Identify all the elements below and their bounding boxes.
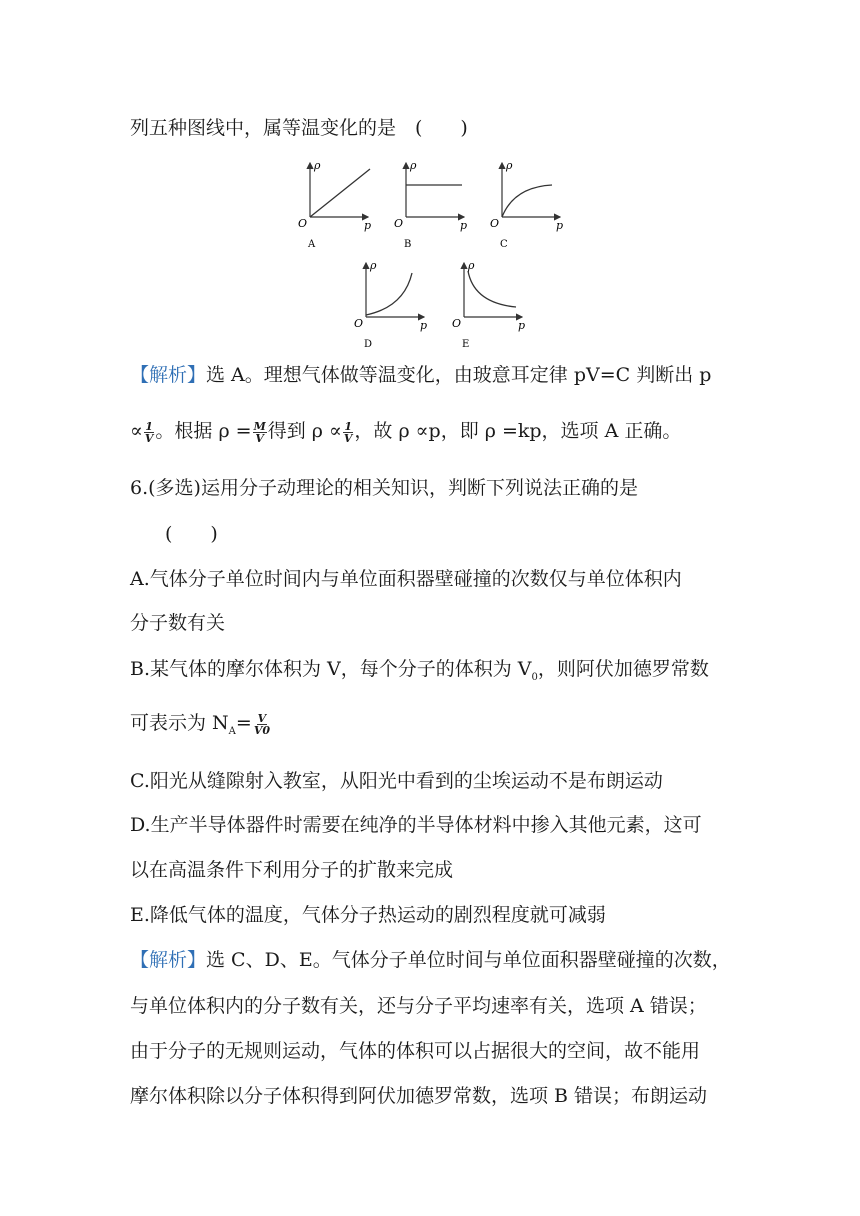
subscript: A: [228, 725, 236, 737]
analysis-6-line-1: [130, 947, 731, 973]
analysis-text: 选 C、D、E。气体分子单位时间与单位面积器壁碰撞的次数，: [206, 949, 731, 971]
question-6-bracket: ( ): [165, 523, 218, 545]
option-d-line-2: 以在高温条件下利用分子的扩散来完成: [130, 859, 454, 881]
analysis-label: 【解析】: [130, 949, 207, 971]
option-a-line-1: A.气体分子单位时间内与单位面积器壁碰撞的次数仅与单位体积内: [130, 568, 682, 590]
option-e: E.降低气体的温度，气体分子热运动的剧烈程度就可减弱: [130, 904, 606, 926]
panel-label-b: B: [404, 239, 412, 250]
analysis-6-line-2: 与单位体积内的分子数有关，还与分子平均速率有关，选项 A 错误；: [130, 995, 707, 1017]
panel-label-c: C: [500, 239, 508, 250]
x-axis-symbol: p: [556, 219, 564, 232]
option-c: C.阳光从缝隙射入教室，从阳光中看到的尘埃运动不是布朗运动: [130, 770, 663, 792]
origin-label: O: [490, 217, 500, 230]
option-b-line-2: [130, 710, 272, 745]
option-a-line-2: 分子数有关: [130, 612, 226, 634]
fraction-one-over-v: $\frac{1}{V}$: [144, 419, 154, 445]
graph-figure: [280, 150, 580, 350]
x-axis-symbol: p: [460, 219, 468, 232]
curve-e-decreasing: [468, 271, 516, 307]
analysis-text: 得到 ρ ∝: [267, 420, 342, 442]
panel-label-e: E: [462, 339, 470, 350]
option-b-line-1: [130, 656, 709, 691]
curve-c-saturating: [502, 185, 552, 217]
x-axis-symbol: p: [364, 219, 372, 232]
graph-panel-d: [354, 259, 427, 350]
x-axis-symbol: p: [420, 319, 428, 332]
panel-label-a: A: [308, 239, 316, 250]
origin-label: O: [298, 217, 308, 230]
analysis-5-line-1: [130, 362, 711, 388]
proportional-symbol: ∝: [130, 420, 143, 442]
equals-sign: =: [235, 712, 252, 734]
graph-panel-b: [394, 159, 467, 250]
y-axis-symbol: ρ: [314, 159, 321, 172]
origin-label: O: [354, 317, 364, 330]
question-tail: 列五种图线中，属等温变化的是 ( ): [130, 117, 468, 139]
option-b-text: ，则阿伏加德罗常数: [537, 658, 709, 680]
analysis-text: 选 A。理想气体做等温变化，由玻意耳定律 pV=C 判断出 p: [206, 364, 712, 386]
option-b-text: 可表示为 N: [130, 712, 229, 734]
option-b-text: B.某气体的摩尔体积为 V，每个分子的体积为 V: [130, 658, 532, 680]
y-axis-symbol: ρ: [468, 259, 475, 272]
x-axis-symbol: p: [518, 319, 526, 332]
fraction-one-over-v: $\frac{1}{V}$: [343, 419, 353, 445]
graph-panel-a: [298, 159, 371, 250]
graph-panel-e: [452, 259, 525, 350]
panel-label-d: D: [364, 339, 373, 350]
analysis-6-line-3: 由于分子的无规则运动，气体的体积可以占据很大的空间，故不能用: [130, 1040, 701, 1062]
option-d-line-1: D.生产半导体器件时需要在纯净的半导体材料中掺入其他元素，这可: [130, 814, 702, 836]
analysis-6-line-4: 摩尔体积除以分子体积得到阿伏加德罗常数，选项 B 错误；布朗运动: [130, 1085, 708, 1107]
y-axis-symbol: ρ: [370, 259, 377, 272]
question-6-stem: 6.(多选)运用分子动理论的相关知识，判断下列说法正确的是: [130, 477, 638, 499]
fraction-v-over-v0: $\frac{V}{V0}$: [253, 711, 271, 737]
origin-label: O: [452, 317, 462, 330]
subscript: 0: [531, 671, 538, 683]
fraction-m-over-v: $\frac{M}{V}$: [253, 419, 266, 445]
analysis-text: 。根据 ρ =: [155, 420, 252, 442]
y-axis-symbol: ρ: [506, 159, 513, 172]
analysis-label: 【解析】: [130, 364, 207, 386]
graph-panel-c: [490, 159, 563, 250]
y-axis-symbol: ρ: [410, 159, 417, 172]
curve-a-proportional: [310, 169, 370, 217]
analysis-5-line-2: [130, 418, 681, 444]
curve-d-rising: [366, 273, 412, 315]
analysis-text: ，故 ρ ∝p，即 ρ =kp，选项 A 正确。: [354, 420, 682, 442]
origin-label: O: [394, 217, 404, 230]
